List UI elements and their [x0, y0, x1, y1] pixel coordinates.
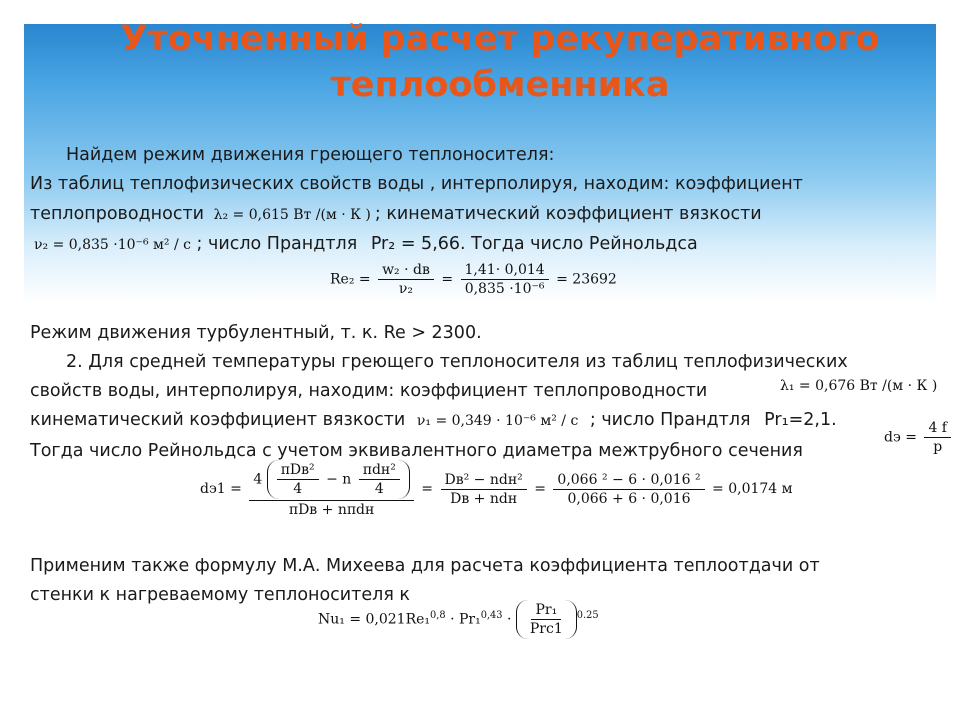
paragraph-tables: Из таблиц теплофизических свойств воды , интерполируя, находим: коэффициент — [30, 174, 803, 194]
nu-dot: · — [506, 611, 512, 628]
nu-ratio-num: Pr₁ — [531, 602, 561, 620]
de1-frac-simplified — [441, 472, 527, 507]
paragraph-equivalent-diameter: Тогда число Рейнольдса с учетом эквивалентного диаметра межтрубного сечения — [30, 441, 803, 461]
slide-title: Уточненный расчет рекуперативного теплообменника — [120, 19, 880, 105]
formula-lambda2: λ₂ = 0,615 Вт /(м · К ) — [213, 207, 371, 223]
de1-mid-num: Dв² − ndн² — [441, 472, 527, 490]
de1-mid-den: Dв + ndн — [450, 490, 518, 507]
de1-term1 — [277, 462, 319, 497]
de-frac — [924, 420, 951, 455]
formula-de1: dэ1 = 4 $\frac{\text{πDв²}}{4}$ − n $\frac{\text{πdн²}}{4}$ πDв + nπdн = $\frac{\text{Dв² − ndн²}}{\text{Dв + ndн}}$ = $\frac{\text{0,066 ² − 6 · 0,016 ²}}{0,066 + 6 \cdot 0,016}$ = 0,0174 м — [200, 462, 793, 518]
re2-den: ν₂ — [398, 281, 414, 297]
formula-re2: Re₂ = $\frac{\text{w₂ · dв}}{\text{ν₂}}$ = $\frac{1,41\cdot 0,014}{\text{0,835 ·10⁻⁶}}$ = 23692 — [330, 262, 617, 297]
re2-frac-symbolic — [378, 262, 434, 297]
de1-prefix: 4 — [253, 471, 263, 488]
de-lhs: dэ = — [884, 429, 917, 446]
de1-term2 — [359, 462, 400, 497]
nu-pr: · Pr₁ — [450, 611, 481, 628]
nu-lhs: Nu₁ = 0,021Re₁ — [318, 611, 431, 628]
de1-result: = 0,0174 м — [712, 481, 793, 497]
formula-nusselt — [318, 600, 599, 639]
text-viscosity-2: кинематический коэффициент вязкости — [30, 410, 406, 430]
de1-big-num — [249, 460, 414, 501]
de-den: р — [933, 439, 943, 455]
text-pr2: Pr₂ = 5,66 — [370, 234, 461, 254]
nu-ratio-den: Prс1 — [529, 621, 563, 637]
formula-de — [884, 420, 954, 455]
de1-t1-den: 4 — [293, 481, 303, 497]
formula-nu2: ν₂ = 0,835 ·10⁻⁶ м² / с — [34, 237, 191, 253]
paragraph-conductivity-2 — [30, 380, 707, 402]
de1-val-num: 0,066 ² − 6 · 0,016 ² — [553, 472, 704, 490]
re2-den-values: 0,835 ·10⁻⁶ — [464, 281, 545, 297]
de1-minus: − n — [326, 471, 352, 488]
text-pr1: Pr₁=2,1. — [764, 410, 837, 430]
nu-re-exp: 0,8 — [430, 609, 446, 621]
paragraph-viscosity — [30, 233, 698, 256]
re2-lhs: Re₂ = — [330, 271, 371, 288]
de-num: 4 f — [924, 420, 951, 438]
de1-paren — [267, 460, 410, 499]
re2-frac-values — [461, 262, 549, 297]
paragraph-wall: стенки к нагреваемому теплоносителя к — [30, 585, 410, 605]
paragraph-mikheev: Применим также формулу М.А. Михеева для расчета коэффициента теплоотдачи от — [30, 556, 820, 576]
text-reynolds: . Тогда число Рейнольдса — [460, 234, 698, 254]
de1-den: πDв + nπdн — [288, 502, 375, 518]
paragraph-viscosity-2 — [30, 409, 837, 432]
nu-pr-exp: 0,43 — [480, 609, 503, 621]
de1-t2-num: πdн² — [359, 462, 400, 480]
nu-ratio — [526, 602, 567, 637]
de1-lhs: dэ1 = — [200, 481, 242, 497]
formula-lambda1: λ₁ = 0,676 Вт /(м · К ) — [780, 378, 938, 394]
re2-num-values: 1,41· 0,014 — [461, 262, 549, 280]
paragraph-step2: 2. Для средней температуры греющего теплоносителя из таблиц теплофизических — [66, 352, 848, 372]
de1-t2-den: 4 — [374, 481, 384, 497]
re2-result: = 23692 — [556, 271, 617, 288]
text-conductivity: теплопроводности — [30, 204, 205, 224]
de1-t1-num: πDв² — [277, 462, 319, 480]
de1-val-den: 0,066 + 6 · 0,016 — [567, 490, 691, 507]
nu-ratio-exp: 0.25 — [576, 609, 599, 621]
de1-frac-geometric — [249, 460, 414, 518]
nu-paren — [516, 600, 577, 639]
text-conductivity-2: свойств воды, интерполируя, находим: коэффициент теплопроводности — [30, 381, 708, 401]
de1-frac-values — [553, 472, 704, 507]
text-viscosity: ; кинематический коэффициент вязкости — [374, 204, 762, 224]
text-prandtl: ; число Прандтля — [196, 234, 358, 254]
text-prandtl-2: ; число Прандтля — [589, 410, 751, 430]
paragraph-conductivity — [30, 203, 762, 226]
paragraph-intro: Найдем режим движения греющего теплоносителя: — [66, 145, 555, 165]
paragraph-turbulent: Режим движения турбулентный, т. к. Re > 2300. — [30, 323, 482, 343]
formula-nu1: ν₁ = 0,349 · 10⁻⁶ м² / с — [416, 413, 579, 429]
re2-num: w₂ · dв — [378, 262, 434, 280]
